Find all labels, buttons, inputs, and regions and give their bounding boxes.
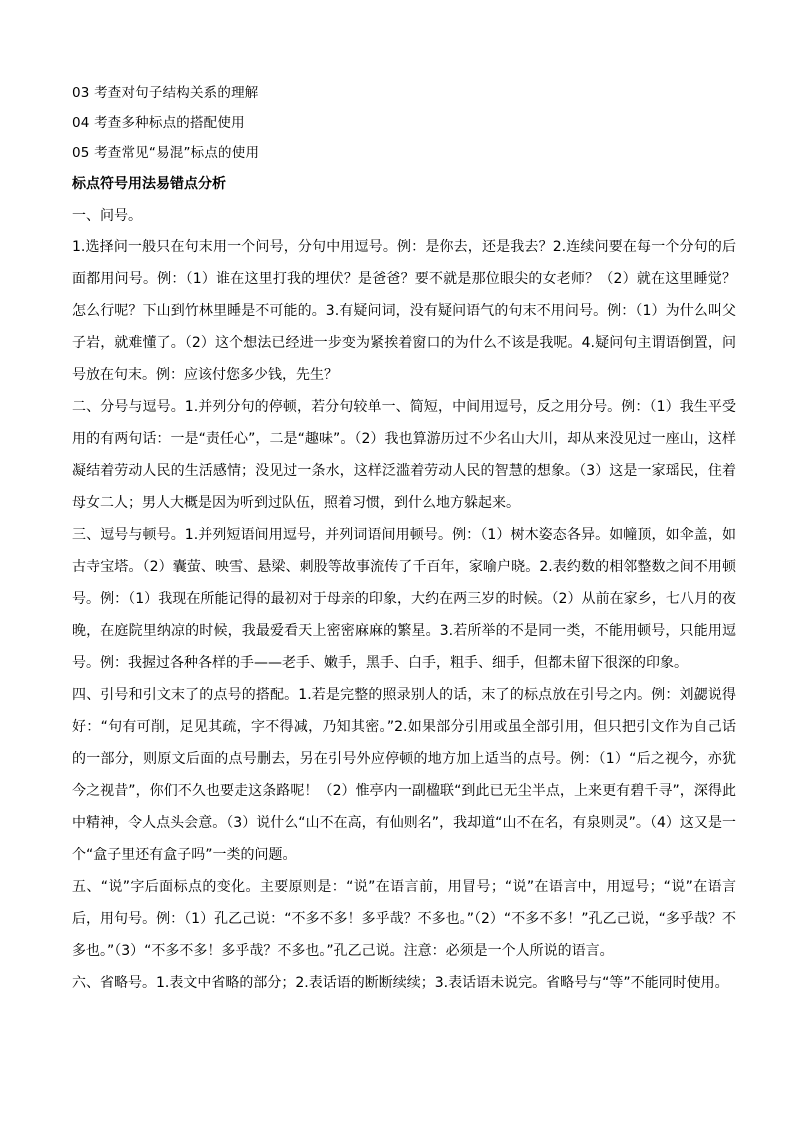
list-item-03: 03 考查对句子结构关系的理解: [72, 85, 259, 101]
list-item-04: 04 考查多种标点的搭配使用: [72, 115, 245, 131]
list-item-05: 05 考查常见“易混”标点的使用: [72, 145, 260, 161]
section-heading: 标点符号用法易错点分析: [72, 176, 226, 192]
document-page: [72, 78, 736, 999]
paragraph-question-mark: 1.选择问一般只在句末用一个问号，分句中用逗号。例：是你去，还是我去？2.连续问要在每一个分句的后面都用问号。例：（1）谁在这里打我的埋伏？是爸爸？要不就是那位眼尖的女老师？（2）就在这里睡觉？怎么行呢？下山到竹林里睡是不可能的。3.有疑问词，没有疑问语气的句末不用问号。例：（1）为什么叫父子岩，就难懂了。（2）这个想法已经进一步变为紧挨着窗口的为什么不该是我呢。4.疑问句主谓语倒置，问号放在句末。例：应该付您多少钱，先生？: [72, 239, 736, 383]
subsection-title-question-mark: 一、问号。: [72, 208, 142, 224]
paragraph-quotation-marks: 四、引号和引文末了的点号的搭配。1.若是完整的照录别人的话，末了的标点放在引号之内。例：刘勰说得好：“句有可削，足见其疏，字不得减，乃知其密。”2.如果部分引用或虽全部引用，但只把引文作为自己话的一部分，则原文后面的点号删去，另在引号外应停顿的地方加上适当的点号。例：（1）“后之视今，亦犹今之视昔”，你们不久也要走这条路呢！（2）惟亭内一副楹联“到此已无尘半点，上来更有碧千寻”，深得此中精神，令人点头会意。（3）说什么“山不在高，有仙则名”，我却道“山不在名，有泉则灵”。（4）这又是一个“盒子里还有盒子吗”一类的问题。: [72, 687, 736, 863]
paragraph-ellipsis: 六、省略号。1.表文中省略的部分；2.表话语的断断续续；3.表话语未说完。省略号与“等”不能同时使用。: [72, 975, 729, 991]
paragraph-semicolon-comma: 二、分号与逗号。1.并列分句的停顿，若分句较单一、简短，中间用逗号，反之用分号。例：（1）我生平受用的有两句话：一是“责任心”，二是“趣味”。（2）我也算游历过不少名山大川，却从来没见过一座山，这样凝结着劳动人民的生活感情；没见过一条水，这样泛滥着劳动人民的智慧的想象。（3）这是一家瑶民，住着母女二人；男人大概是因为听到过队伍，照着习惯，到什么地方躲起来。: [72, 399, 736, 511]
paragraph-comma-enumeration: 三、逗号与顿号。1.并列短语间用逗号，并列词语间用顿号。例：（1）树木姿态各异。如幢顶，如伞盖，如古寺宝塔。（2）囊萤、映雪、悬梁、刺股等故事流传了千百年，家喻户晓。2.表约数的相邻整数之间不用顿号。例：（1）我现在所能记得的最初对于母亲的印象，大约在两三岁的时候。（2）从前在家乡，七八月的夜晚，在庭院里纳凉的时候，我最爱看天上密密麻麻的繁星。3.若所举的不是同一类，不能用顿号，只能用逗号。例：我握过各种各样的手——老手、嫩手，黑手、白手，粗手、细手，但都未留下很深的印象。: [72, 527, 736, 671]
paragraph-shuo-punctuation: 五、“说”字后面标点的变化。主要原则是：“说”在语言前，用冒号；“说”在语言中，用逗号；“说”在语言后，用句号。例：（1）孔乙己说：“不多不多！多乎哉？不多也。”（2）“不多不多！”孔乙己说，“多乎哉？不多也。”（3）“不多不多！多乎哉？不多也。”孔乙己说。注意：必须是一个人所说的语言。: [72, 879, 736, 959]
